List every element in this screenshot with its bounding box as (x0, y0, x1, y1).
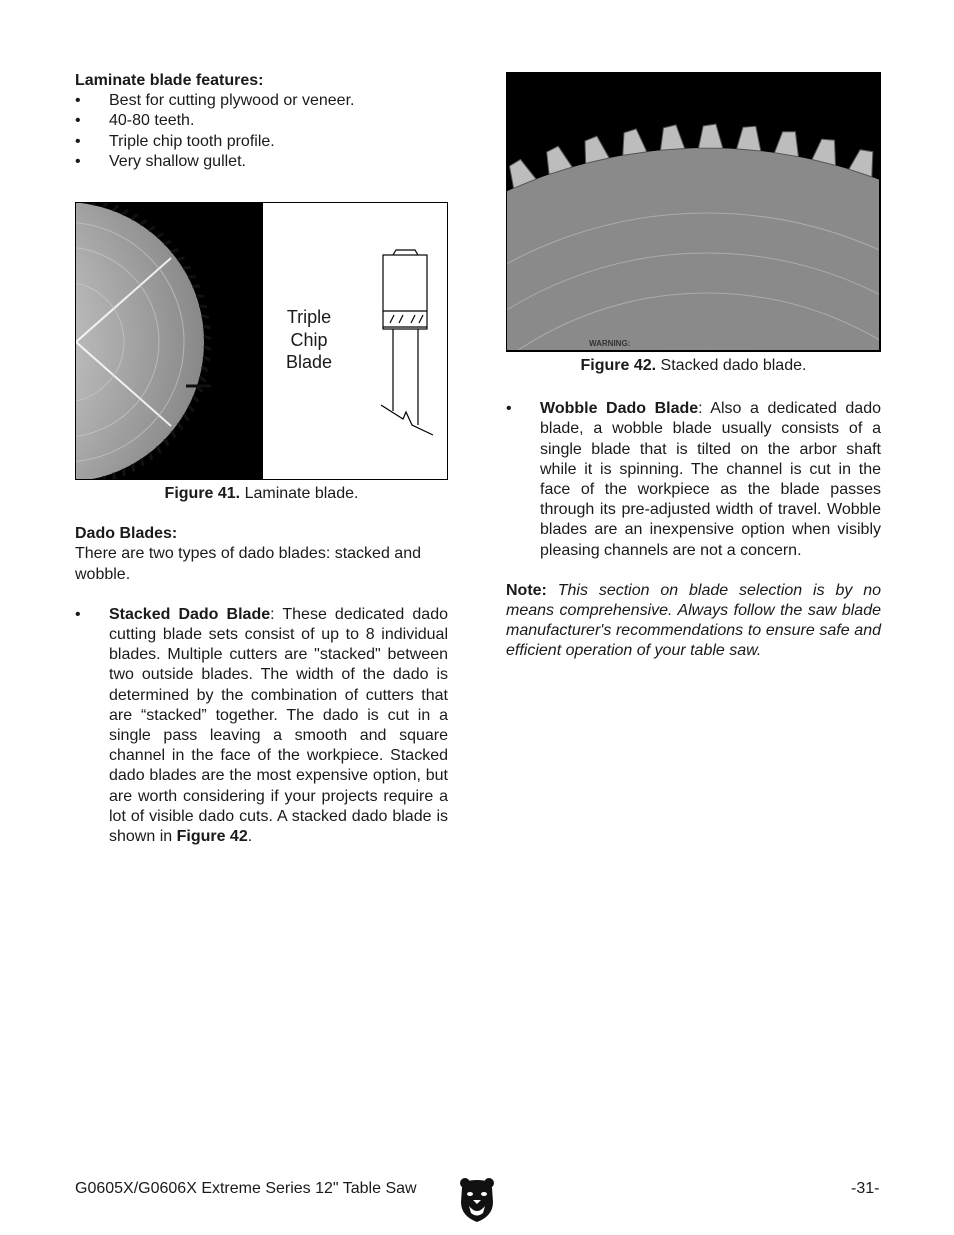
bullet-glyph: • (75, 605, 81, 623)
blade-tooth (193, 396, 198, 401)
figure-42-caption: Figure 42. Stacked dado blade. (580, 357, 807, 374)
blade-tooth (158, 446, 161, 453)
page-number: -31- (851, 1180, 880, 1197)
blade-tooth (131, 215, 137, 220)
laminate-heading: Laminate blade features: (75, 72, 264, 89)
dado-intro: There are two types of dado blades: stacked and wobble. (75, 545, 421, 583)
blade-tooth (172, 431, 176, 438)
stacked-dado-blade-image (507, 73, 879, 350)
blade-tooth (202, 316, 209, 318)
bear-logo-icon (459, 1176, 495, 1224)
blade-tooth (203, 326, 210, 328)
blade-tooth (188, 277, 196, 278)
blade-tooth (202, 367, 208, 371)
figure-42-reference: Figure 42 (176, 828, 248, 846)
blade-tooth (104, 476, 105, 479)
blade-tooth (189, 406, 194, 412)
note-label: Note: (506, 581, 547, 599)
blade-tooth (103, 203, 108, 208)
blade-tooth (199, 306, 207, 307)
dado-heading: Dado Blades: (75, 525, 178, 543)
blade-tooth (113, 205, 118, 211)
left-column (75, 71, 448, 847)
wobble-dado-term: Wobble Dado Blade (540, 400, 699, 418)
laminate-blade-photo (76, 203, 263, 479)
list-item: • Best for cutting plywood or veneer. (75, 91, 448, 111)
note-text: This section on blade selection is by no means comprehensive. Always follow the saw blade manufacturer's recommendations to ensure safe and efficient operation of your table saw. (506, 581, 881, 660)
list-item: • Triple chip tooth profile. (75, 132, 448, 152)
stacked-dado-paragraph: • Stacked Dado Blade: These dedicated dado cutting blade sets consist of up to 8 individual blades. Multiple cutters are "stacked" between two outside blades. The width of the dado is determined by the combination of cutters that are “stacked” together. The dado is cut in a single pass leaving a smooth and square channel in the face of the workpiece. Stacked dado blades are the most expensive option, but are worth considering if your projects require a lot of visible dado cuts. A stacked dado blade is shown in Figure 42. (75, 605, 449, 846)
list-item: • 40-80 teeth. (75, 111, 448, 131)
blade-tooth (140, 220, 146, 224)
blade-tooth (178, 423, 182, 429)
blade-tooth (150, 453, 152, 460)
footer-title: G0605X/G0606X Extreme Series 12" Table Saw (75, 1180, 417, 1197)
laminate-feature-list (75, 91, 448, 172)
blade-tooth (177, 258, 184, 260)
blade-warning-label: WARNING: (589, 339, 631, 348)
diagram-label: Triple Chip Blade (285, 307, 333, 373)
note-paragraph (506, 581, 881, 662)
figure-41 (75, 202, 448, 480)
blade-tooth (157, 234, 164, 237)
blade-tooth (133, 464, 134, 472)
tooth-profile-drawing (263, 203, 447, 479)
blade-tooth (142, 459, 143, 466)
list-item: • Very shallow gullet. (75, 152, 448, 172)
blade-tooth (171, 249, 178, 251)
blade-tooth (203, 357, 210, 361)
blade-tooth (200, 377, 206, 382)
blade-tooth (184, 415, 188, 421)
triple-chip-diagram (263, 203, 447, 479)
blade-tooth (204, 336, 211, 339)
blade-tooth (165, 439, 168, 446)
blade-tooth (164, 241, 171, 244)
right-column (506, 72, 881, 662)
bullet-glyph: • (506, 400, 512, 418)
blade-tooth (204, 346, 211, 349)
wobble-dado-paragraph: • Wobble Dado Blade: Also a dedicated dado blade, a wobble blade usually consists of a single blade that is tilted on the arbor shaft while it is spinning. The channel is cut in the face of the workpiece as the blade passes through its pre-adjusted width of travel. Wobble blades are an inexpensive option when visibly pleasing channels are not a concern. (506, 400, 881, 559)
blade-tooth (149, 227, 156, 231)
figure-42 (506, 72, 881, 352)
stacked-dado-term: Stacked Dado Blade (109, 605, 271, 623)
blade-tooth (122, 210, 128, 215)
laminate-blade-image (76, 203, 263, 479)
blade-tooth (183, 267, 191, 268)
blade-tooth (93, 203, 97, 205)
figure-41-caption: Figure 41. Laminate blade. (164, 485, 359, 503)
